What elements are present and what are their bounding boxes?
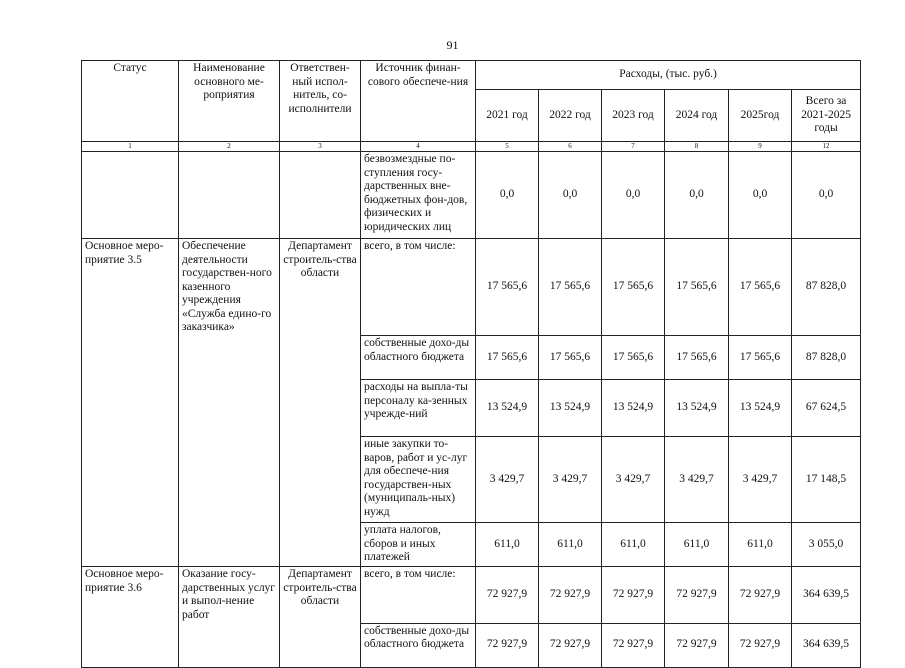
column-index: 8 [665, 142, 729, 152]
responsible-cell: Департамент строитель-ства области [280, 567, 361, 624]
column-index: 4 [361, 142, 476, 152]
value-cell: 13 524,9 [729, 380, 792, 437]
source-cell: иные закупки то-варов, работ и ус-луг для обеспече-ния государствен-ных (муниципаль-ных) нужд [361, 437, 476, 523]
value-cell: 0,0 [665, 152, 729, 239]
column-index: 12 [792, 142, 861, 152]
value-cell: 17 565,6 [729, 239, 792, 336]
empty-cell [179, 380, 280, 437]
value-cell: 72 927,9 [476, 567, 539, 624]
table-row [82, 239, 861, 336]
empty-cell [280, 523, 361, 567]
table-row [82, 567, 861, 624]
header-source: Источник финан-сового обеспече-ния [361, 61, 476, 142]
value-cell: 87 828,0 [792, 239, 861, 336]
empty-cell [82, 623, 179, 667]
header-responsible: Ответствен-ный испол-нитель, со-исполнители [280, 61, 361, 142]
source-cell: всего, в том числе: [361, 567, 476, 624]
value-cell: 364 639,5 [792, 567, 861, 624]
value-cell: 611,0 [476, 523, 539, 567]
empty-cell [82, 152, 179, 239]
empty-cell [82, 380, 179, 437]
value-cell: 0,0 [602, 152, 665, 239]
header-name: Наименование основного ме-роприятия [179, 61, 280, 142]
status-cell: Основное меро-приятие 3.6 [82, 567, 179, 624]
empty-cell [179, 623, 280, 667]
measure-name-cell: Оказание госу-дарственных услуг и выпол-нение работ [179, 567, 280, 624]
value-cell: 17 565,6 [729, 336, 792, 380]
header-expenses: Расходы, (тыс. руб.) [476, 61, 861, 90]
value-cell: 17 565,6 [476, 336, 539, 380]
source-cell: безвозмездные по-ступления госу-дарственных вне-бюджетных фон-дов, физических и юридических лиц [361, 152, 476, 239]
empty-cell [280, 380, 361, 437]
responsible-cell: Департамент строитель-ства области [280, 239, 361, 336]
table-row [82, 336, 861, 380]
expenses-table [81, 60, 861, 668]
value-cell: 72 927,9 [602, 623, 665, 667]
value-cell: 0,0 [476, 152, 539, 239]
value-cell: 72 927,9 [476, 623, 539, 667]
value-cell: 17 565,6 [665, 336, 729, 380]
value-cell: 3 429,7 [729, 437, 792, 523]
header-row [82, 61, 861, 90]
column-index-row [82, 142, 861, 152]
value-cell: 17 148,5 [792, 437, 861, 523]
header-status: Статус [82, 61, 179, 142]
header-year: 2025год [729, 90, 792, 142]
empty-cell [280, 152, 361, 239]
value-cell: 72 927,9 [539, 567, 602, 624]
value-cell: 13 524,9 [476, 380, 539, 437]
empty-cell [179, 336, 280, 380]
header-year: 2023 год [602, 90, 665, 142]
value-cell: 3 429,7 [665, 437, 729, 523]
table-row [82, 623, 861, 667]
column-index: 6 [539, 142, 602, 152]
value-cell: 611,0 [602, 523, 665, 567]
page-number: 91 [446, 38, 459, 52]
value-cell: 17 565,6 [539, 336, 602, 380]
table-row [82, 523, 861, 567]
value-cell: 3 429,7 [602, 437, 665, 523]
column-index: 2 [179, 142, 280, 152]
value-cell: 17 565,6 [602, 239, 665, 336]
value-cell: 3 429,7 [539, 437, 602, 523]
value-cell: 67 624,5 [792, 380, 861, 437]
table-row [82, 152, 861, 239]
empty-cell [280, 623, 361, 667]
empty-cell [280, 336, 361, 380]
source-cell: уплата налогов, сборов и иных платежей [361, 523, 476, 567]
value-cell: 611,0 [539, 523, 602, 567]
value-cell: 72 927,9 [729, 567, 792, 624]
header-year: 2021 год [476, 90, 539, 142]
empty-cell [82, 336, 179, 380]
empty-cell [179, 152, 280, 239]
status-cell: Основное меро-приятие 3.5 [82, 239, 179, 336]
table-row [82, 437, 861, 523]
column-index: 3 [280, 142, 361, 152]
empty-cell [82, 523, 179, 567]
value-cell: 17 565,6 [539, 239, 602, 336]
column-index: 9 [729, 142, 792, 152]
header-year: 2022 год [539, 90, 602, 142]
value-cell: 0,0 [729, 152, 792, 239]
value-cell: 87 828,0 [792, 336, 861, 380]
source-cell: собственные дохо-ды областного бюджета [361, 623, 476, 667]
value-cell: 13 524,9 [539, 380, 602, 437]
measure-name-cell: Обеспечение деятельности государствен-ного казенного учреждения «Служба едино-го заказчика» [179, 239, 280, 336]
empty-cell [82, 437, 179, 523]
header-year: 2024 год [665, 90, 729, 142]
column-index: 1 [82, 142, 179, 152]
source-cell: всего, в том числе: [361, 239, 476, 336]
value-cell: 611,0 [729, 523, 792, 567]
source-cell: собственные дохо-ды областного бюджета [361, 336, 476, 380]
value-cell: 17 565,6 [602, 336, 665, 380]
value-cell: 17 565,6 [665, 239, 729, 336]
value-cell: 364 639,5 [792, 623, 861, 667]
value-cell: 611,0 [665, 523, 729, 567]
empty-cell [179, 523, 280, 567]
value-cell: 13 524,9 [665, 380, 729, 437]
value-cell: 72 927,9 [729, 623, 792, 667]
value-cell: 3 055,0 [792, 523, 861, 567]
table-row [82, 380, 861, 437]
empty-cell [280, 437, 361, 523]
value-cell: 17 565,6 [476, 239, 539, 336]
value-cell: 0,0 [539, 152, 602, 239]
value-cell: 72 927,9 [539, 623, 602, 667]
source-cell: расходы на выпла-ты персоналу ка-зенных учрежде-ний [361, 380, 476, 437]
value-cell: 13 524,9 [602, 380, 665, 437]
value-cell: 72 927,9 [665, 567, 729, 624]
column-index: 7 [602, 142, 665, 152]
value-cell: 72 927,9 [665, 623, 729, 667]
value-cell: 3 429,7 [476, 437, 539, 523]
column-index: 5 [476, 142, 539, 152]
value-cell: 0,0 [792, 152, 861, 239]
empty-cell [179, 437, 280, 523]
value-cell: 72 927,9 [602, 567, 665, 624]
header-total: Всего за 2021-2025 годы [792, 90, 861, 142]
